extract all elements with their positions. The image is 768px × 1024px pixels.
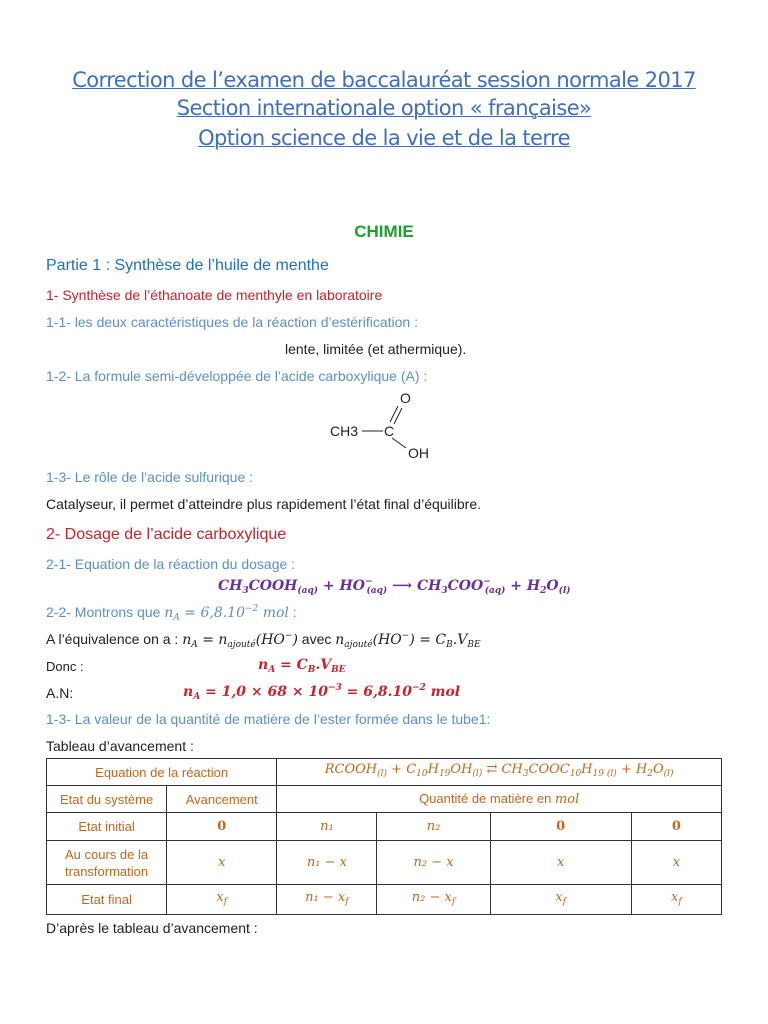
donc-label: Donc :: [46, 659, 84, 674]
cell-avancement: $x_f$: [167, 885, 277, 915]
cell-quantity: $n_2 - x_f$: [377, 885, 490, 915]
an-formula: $n_A = 1,0 \times 68 \times 10^{-3} = 6,8.10^{-2}$ mol: [183, 683, 461, 702]
cell-quantity: n₁: [277, 813, 377, 841]
partie1-title: Partie 1 : Synthèse de l’huile de menthe: [46, 257, 329, 274]
cell-avancement: x: [167, 841, 277, 885]
question-1-2: 1-2- La formule semi-développée de l’acide carboxylique (A) :: [46, 368, 428, 384]
cell-quantity: n₁ − x: [277, 841, 377, 885]
cell-quantity: 0: [631, 813, 721, 841]
header-line-2: Section internationale option « française»: [176, 96, 592, 120]
table-row: [47, 841, 722, 885]
cell-quantity: x: [490, 841, 631, 885]
row-label: Etat initial: [47, 813, 167, 841]
formula-oxygen: O: [400, 390, 411, 406]
subsection-1-title: 1- Synthèse de l’éthanoate de menthyle en laboratoire: [46, 287, 383, 303]
donc-formula: $n_A = C_B.V_{BE}$: [258, 657, 346, 675]
formula-carbon: C: [384, 423, 395, 439]
header-equation: Equation de la réaction: [47, 759, 277, 786]
question-1-3: 1-3- Le rôle de l’acide sulfurique :: [46, 469, 254, 485]
cell-quantity: $x_f$: [631, 885, 721, 915]
question-2-1: 2-1- Equation de la réaction du dosage :: [46, 556, 296, 572]
subsection-2-title: 2- Dosage de l’acide carboxylique: [46, 526, 287, 543]
question-1-1: 1-1- les deux caractéristiques de la réaction d’estérification :: [46, 314, 418, 330]
an-label: A.N:: [46, 685, 74, 701]
header-line-3: Option science de la vie et de la terre: [198, 126, 570, 150]
table-row-headers: [47, 786, 722, 813]
avec-label: avec: [297, 631, 336, 647]
after-table-text: D’après le tableau d’avancement :: [46, 920, 258, 936]
header-quantite-label: Quantité de matière en: [419, 791, 555, 806]
cell-quantity: x: [631, 841, 721, 885]
table-row: [47, 813, 722, 841]
question-2-2-label: 2-2- Montrons que: [46, 604, 165, 620]
header-unit: mol: [554, 792, 580, 807]
formula-ch3: CH3: [330, 423, 359, 439]
row-label: Etat final: [47, 885, 167, 915]
question-2-2: 2-2- Montrons que $n_A = 6,8.10^{-2}$ mol :: [46, 604, 297, 623]
header-avancement: Avancement: [167, 786, 277, 813]
cell-quantity: n₂ − x: [377, 841, 490, 885]
row-label: Au cours de la transformation: [47, 841, 167, 885]
cell-avancement: 0: [167, 813, 277, 841]
structural-formula: [328, 388, 438, 463]
equivalence-line: A l’équivalence on a : $n_A = n_{ajouté}(HO^-)$ avec $n_{ajouté}(HO^-) = C_B.V_{BE}$: [46, 631, 481, 650]
answer-1-1: lente, limitée (et athermique).: [285, 341, 467, 357]
header-etat: Etat du système: [47, 786, 167, 813]
cell-quantity: $n_1 - x_f$: [277, 885, 377, 915]
answer-1-3: Catalyseur, il permet d’atteindre plus rapidement l’état final d’équilibre.: [46, 496, 482, 512]
table-row: [47, 885, 722, 915]
section-title: CHIMIE: [354, 222, 414, 241]
titration-equation: $CH_3COOH_{(aq)} + HO^-_{(aq)}$ ⟶ $CH_3COO^-_{(aq)} + H_2O_{(l)}$: [218, 577, 571, 596]
question-1-3-ester: 1-3- La valeur de la quantité de matière de l’ester formée dans le tube1:: [46, 711, 491, 727]
tableau-label: Tableau d’avancement :: [46, 738, 194, 754]
table-row-equation: [47, 759, 722, 786]
header-line-1: Correction de l’examen de baccalauréat session normale 2017: [72, 68, 696, 92]
advancement-table: [46, 758, 722, 915]
reaction-equation: $RCOOH_{(l)} + C_{10}H_{19}OH_{(l)}$ ⇄ $CH_3COOC_{10}H_{19 (l)} + H_2O_{(l)}$: [277, 759, 722, 786]
cell-quantity: $x_f$: [490, 885, 631, 915]
cell-quantity: 0: [490, 813, 631, 841]
header-quantite: [277, 786, 722, 813]
cell-quantity: n₂: [377, 813, 490, 841]
equivalence-label: A l’équivalence on a :: [46, 631, 183, 647]
formula-hydroxyl: OH: [408, 445, 429, 461]
